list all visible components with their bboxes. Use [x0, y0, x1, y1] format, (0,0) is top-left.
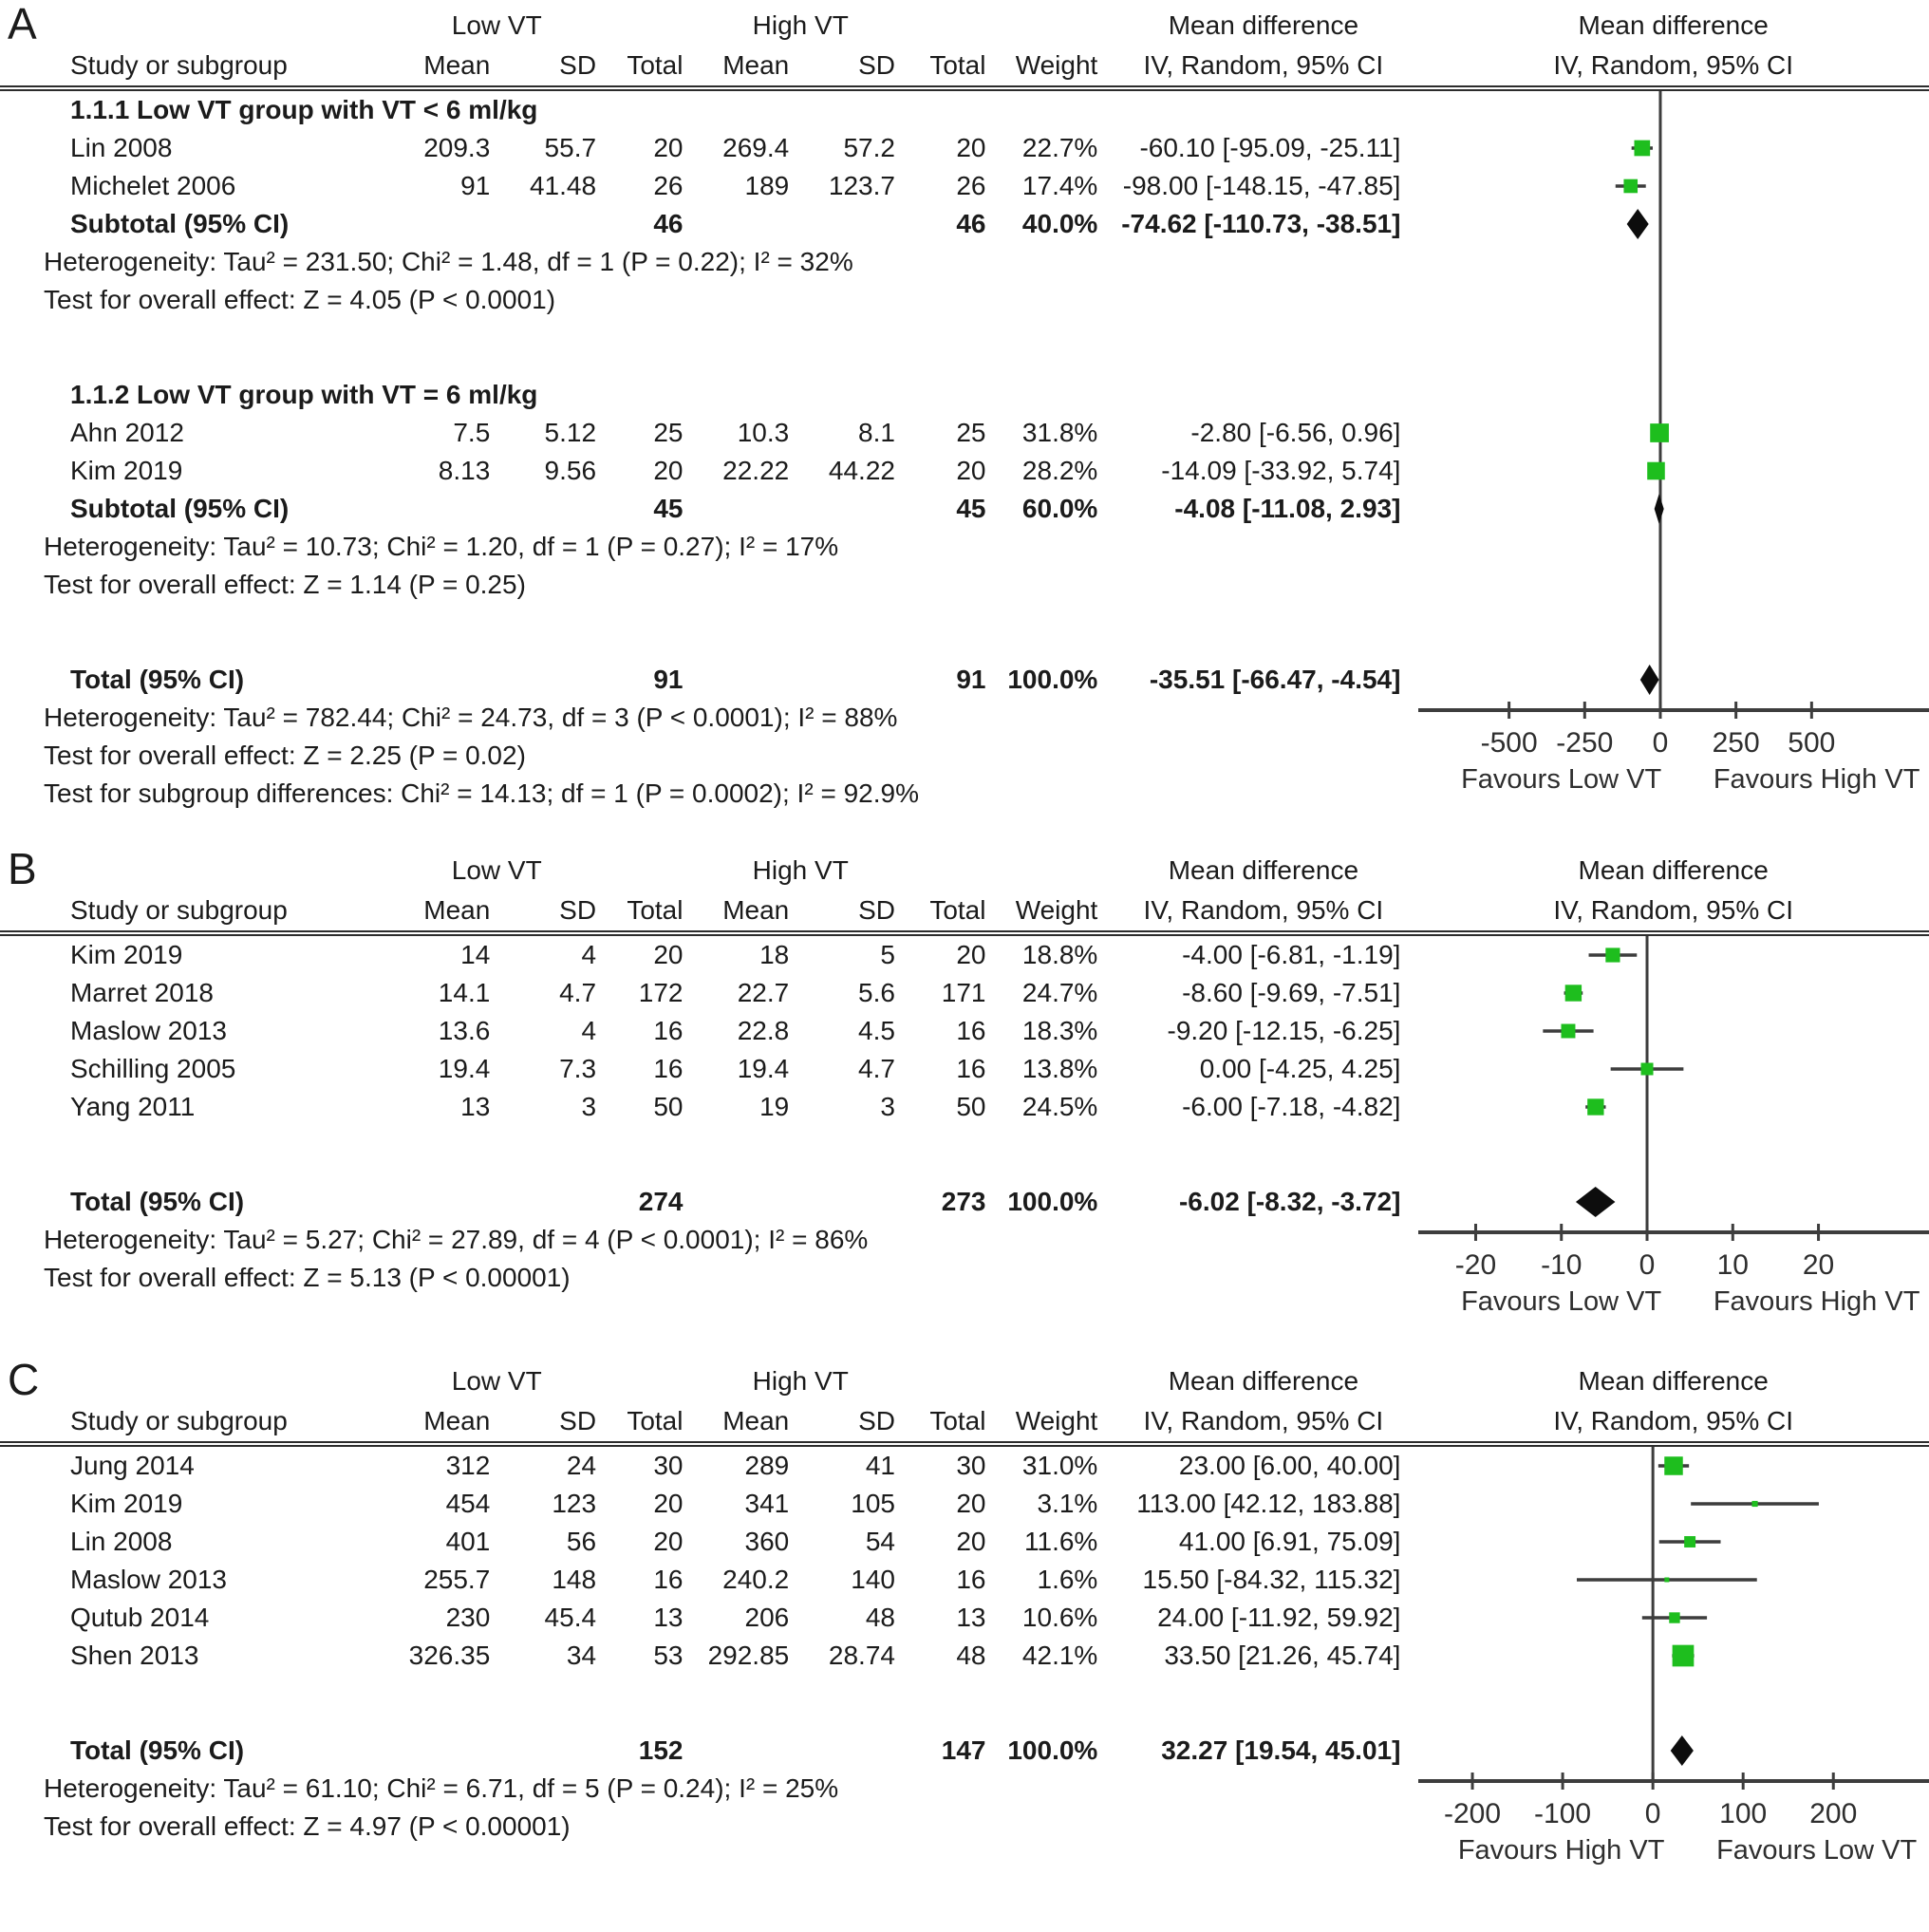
ci-value: 23.00 [6.00, 40.00] [1178, 1451, 1401, 1480]
group1-header: Low VT [451, 10, 542, 40]
axis-tick-label: -500 [1480, 727, 1538, 759]
total2-value: 30 [956, 1451, 986, 1480]
total1-value: 25 [653, 418, 684, 447]
weight-value: 100.0% [1007, 1735, 1098, 1765]
group2-header: High VT [752, 1366, 849, 1396]
weight-value: 10.6% [1021, 1603, 1098, 1632]
group1-header: Low VT [451, 1366, 542, 1396]
panel-a-body [0, 91, 1929, 813]
study-marker [1650, 423, 1669, 442]
sd2-value: 4.7 [858, 1054, 895, 1083]
mean2-value [694, 1732, 800, 1770]
panel-c [0, 1355, 1929, 1872]
col-sd2: SD [858, 1406, 895, 1435]
mean2-value: 341 [744, 1489, 790, 1518]
total2-value: 20 [956, 456, 986, 485]
weight-value: 31.8% [1021, 418, 1098, 447]
sd1-value: 4.7 [559, 978, 597, 1007]
col-sd1: SD [559, 50, 597, 80]
section-title: 1.1.1 Low VT group with VT < 6 ml/kg [70, 95, 538, 124]
sd1-value [501, 490, 608, 528]
axis-tick-label: 0 [1652, 727, 1668, 759]
axis-tick-label: 0 [1644, 1798, 1660, 1829]
study-marker [1564, 985, 1581, 1001]
effect-header-plot: Mean difference [1578, 10, 1769, 40]
study-marker [1623, 179, 1638, 194]
mean1-value: 7.5 [453, 418, 491, 447]
total2-value: 50 [956, 1092, 986, 1121]
col-mean1: Mean [423, 895, 491, 925]
ci-value: 24.00 [-11.92, 59.92] [1157, 1603, 1401, 1632]
total1-value: 152 [638, 1735, 684, 1765]
sd2-value [800, 205, 907, 243]
favours-right-label: Favours Low VT [1715, 1835, 1917, 1866]
sd2-value: 41 [865, 1451, 895, 1480]
mean2-value: 292.85 [707, 1641, 790, 1670]
axis-tick-label: 100 [1718, 1798, 1767, 1829]
sd1-value [501, 1183, 608, 1221]
ci-value: 15.50 [-84.32, 115.32] [1142, 1565, 1401, 1594]
total1-value: 45 [653, 494, 684, 523]
total2-value: 48 [956, 1641, 986, 1670]
col-sd2: SD [858, 50, 895, 80]
col-method-table: IV, Random, 95% CI [1143, 895, 1384, 925]
weight-value: 1.6% [1037, 1565, 1098, 1594]
study-marker [1605, 947, 1620, 962]
ci-value: -60.10 [-95.09, -25.11] [1139, 133, 1401, 162]
col-total2: Total [929, 1406, 986, 1435]
stats-note: Heterogeneity: Tau² = 231.50; Chi² = 1.48, df = 1 (P = 0.22); I² = 32% [44, 247, 853, 276]
mean2-value [694, 1183, 800, 1221]
col-total2: Total [929, 50, 986, 80]
total2-value: 45 [956, 494, 986, 523]
study-label: Subtotal (95% CI) [70, 209, 290, 238]
mean2-value: 360 [744, 1527, 790, 1556]
study-marker [1587, 1098, 1603, 1115]
total1-value: 30 [653, 1451, 684, 1480]
study-label: Lin 2008 [70, 1527, 173, 1556]
stats-note: Test for overall effect: Z = 1.14 (P = 0.25) [44, 570, 526, 599]
study-label: Lin 2008 [70, 133, 173, 162]
total1-value: 20 [653, 1489, 684, 1518]
col-method-plot: IV, Random, 95% CI [1553, 1406, 1793, 1435]
study-label: Shen 2013 [70, 1641, 199, 1670]
ci-value: 32.27 [19.54, 45.01] [1161, 1735, 1401, 1765]
study-label: Subtotal (95% CI) [70, 494, 290, 523]
effect-header-table: Mean difference [1168, 10, 1359, 40]
axis-tick-label: 0 [1639, 1249, 1655, 1281]
study-marker [1647, 462, 1665, 480]
summary-diamond [1670, 1735, 1693, 1766]
col-study: Study or subgroup [70, 895, 288, 925]
section-title: 1.1.2 Low VT group with VT = 6 ml/kg [70, 380, 538, 409]
col-study: Study or subgroup [70, 50, 288, 80]
stats-note: Heterogeneity: Tau² = 782.44; Chi² = 24.73, df = 3 (P < 0.0001); I² = 88% [44, 703, 898, 732]
study-label: Maslow 2013 [70, 1016, 227, 1045]
group2-header: High VT [752, 10, 849, 40]
total2-value: 20 [956, 1489, 986, 1518]
mean2-value: 22.22 [722, 456, 790, 485]
study-label: Schilling 2005 [70, 1054, 236, 1083]
ci-value: -35.51 [-66.47, -4.54] [1149, 665, 1401, 694]
col-sd1: SD [559, 895, 597, 925]
column-header-row [0, 891, 1929, 930]
axis-tick-label: 200 [1808, 1798, 1857, 1829]
col-weight: Weight [1015, 1406, 1098, 1435]
panel-a [0, 0, 1929, 813]
col-mean2: Mean [722, 1406, 790, 1435]
weight-value: 18.8% [1021, 940, 1098, 969]
mean1-value [385, 1732, 501, 1770]
study-marker [1684, 1536, 1695, 1547]
effect-header-plot: Mean difference [1578, 855, 1769, 885]
study-label: Maslow 2013 [70, 1565, 227, 1594]
col-mean1: Mean [423, 1406, 491, 1435]
mean1-value: 19.4 [438, 1054, 491, 1083]
total1-value: 172 [638, 978, 684, 1007]
col-mean1: Mean [423, 50, 491, 80]
col-total1: Total [627, 895, 684, 925]
sd2-value: 28.74 [828, 1641, 895, 1670]
study-marker [1669, 1612, 1679, 1623]
total2-value: 91 [956, 665, 986, 694]
weight-value: 17.4% [1021, 171, 1098, 200]
mean1-value: 401 [445, 1527, 491, 1556]
col-weight: Weight [1015, 50, 1098, 80]
col-method-table: IV, Random, 95% CI [1143, 50, 1384, 80]
sd1-value: 41.48 [529, 171, 597, 200]
total1-value: 16 [653, 1565, 684, 1594]
effect-header-plot: Mean difference [1578, 1366, 1769, 1396]
total2-value: 46 [956, 209, 986, 238]
total2-value: 16 [956, 1565, 986, 1594]
ci-value: -6.00 [-7.18, -4.82] [1182, 1092, 1401, 1121]
ci-value: -6.02 [-8.32, -3.72] [1178, 1187, 1401, 1216]
group2-header: High VT [752, 855, 849, 885]
ci-value: 113.00 [42.12, 183.88] [1136, 1489, 1401, 1518]
mean2-value: 269.4 [722, 133, 790, 162]
stats-note: Heterogeneity: Tau² = 61.10; Chi² = 6.71, df = 5 (P = 0.24); I² = 25% [44, 1773, 839, 1803]
total1-value: 91 [653, 665, 684, 694]
sd2-value [800, 490, 907, 528]
total2-value: 171 [941, 978, 986, 1007]
total2-value: 16 [956, 1054, 986, 1083]
sd2-value: 54 [865, 1527, 895, 1556]
sd2-value [800, 1732, 907, 1770]
sd2-value [800, 661, 907, 699]
mean1-value: 209.3 [423, 133, 491, 162]
mean2-value: 19.4 [737, 1054, 790, 1083]
sd1-value: 4 [581, 1016, 597, 1045]
stats-note: Heterogeneity: Tau² = 5.27; Chi² = 27.89, df = 4 (P < 0.0001); I² = 86% [44, 1225, 869, 1254]
col-mean2: Mean [722, 895, 790, 925]
sd2-value: 5.6 [858, 978, 895, 1007]
axis-tick-label: -250 [1555, 727, 1613, 759]
ci-value: -14.09 [-33.92, 5.74] [1161, 456, 1401, 485]
axis-tick-label: 250 [1712, 727, 1760, 759]
weight-value: 100.0% [1007, 1187, 1098, 1216]
sd1-value: 4 [581, 940, 597, 969]
stats-note: Test for subgroup differences: Chi² = 14.13; df = 1 (P = 0.0002); I² = 92.9% [44, 778, 919, 808]
column-header-row [0, 46, 1929, 85]
total1-value: 20 [653, 1527, 684, 1556]
ci-value: -98.00 [-148.15, -47.85] [1122, 171, 1401, 200]
ci-value: -9.20 [-12.15, -6.25] [1167, 1016, 1401, 1045]
weight-value: 40.0% [1021, 209, 1098, 238]
ci-value: -74.62 [-110.73, -38.51] [1121, 209, 1401, 238]
total1-value: 20 [653, 133, 684, 162]
mean1-value: 13.6 [438, 1016, 491, 1045]
weight-value: 18.3% [1021, 1016, 1098, 1045]
study-label: Total (95% CI) [70, 665, 245, 694]
sd1-value: 55.7 [544, 133, 597, 162]
sd1-value: 9.56 [544, 456, 597, 485]
stats-note: Test for overall effect: Z = 4.97 (P < 0.00001) [44, 1811, 571, 1841]
sd1-value: 45.4 [544, 1603, 597, 1632]
favours-right-label: Favours High VT [1713, 764, 1920, 795]
weight-value: 24.5% [1021, 1092, 1098, 1121]
axis-tick-label: 20 [1802, 1249, 1834, 1281]
group1-header: Low VT [451, 855, 542, 885]
group-header-row [0, 6, 1929, 46]
sd1-value [501, 661, 608, 699]
favours-left-label: Favours High VT [1457, 1835, 1664, 1866]
sd1-value [501, 1732, 608, 1770]
weight-value: 13.8% [1021, 1054, 1098, 1083]
mean2-value: 19 [759, 1092, 790, 1121]
weight-value: 42.1% [1021, 1641, 1098, 1670]
study-label: Ahn 2012 [70, 418, 184, 447]
sd1-value: 56 [566, 1527, 597, 1556]
total2-value: 20 [956, 940, 986, 969]
mean1-value: 230 [445, 1603, 491, 1632]
mean2-value: 10.3 [737, 418, 790, 447]
mean1-value: 14.1 [438, 978, 491, 1007]
total1-value: 16 [653, 1054, 684, 1083]
weight-value: 60.0% [1021, 494, 1098, 523]
sd2-value: 8.1 [858, 418, 895, 447]
weight-value: 11.6% [1024, 1527, 1098, 1556]
sd1-value: 148 [552, 1565, 597, 1594]
sd2-value: 3 [880, 1092, 895, 1121]
sd2-value: 4.5 [858, 1016, 895, 1045]
mean1-value: 312 [445, 1451, 491, 1480]
total1-value: 50 [653, 1092, 684, 1121]
study-label: Total (95% CI) [70, 1187, 245, 1216]
favours-left-label: Favours Low VT [1460, 764, 1661, 795]
total2-value: 25 [956, 418, 986, 447]
ci-value: -4.00 [-6.81, -1.19] [1182, 940, 1401, 969]
study-marker [1664, 1578, 1669, 1583]
study-marker [1634, 141, 1650, 157]
col-mean2: Mean [722, 50, 790, 80]
forest-plot-svg [1418, 1447, 1929, 1872]
total1-value: 274 [638, 1187, 684, 1216]
axis-tick-label: 500 [1787, 727, 1835, 759]
sd1-value: 123 [552, 1489, 597, 1518]
stats-note: Test for overall effect: Z = 4.05 (P < 0.0001) [44, 285, 556, 314]
mean1-value: 255.7 [423, 1565, 491, 1594]
mean2-value [694, 205, 800, 243]
sd2-value: 57.2 [843, 133, 895, 162]
summary-diamond [1575, 1187, 1615, 1217]
mean1-value: 8.13 [438, 456, 491, 485]
forest-plot-area [1418, 91, 1929, 813]
total1-value: 53 [653, 1641, 684, 1670]
col-method-plot: IV, Random, 95% CI [1553, 50, 1793, 80]
total1-value: 20 [653, 456, 684, 485]
weight-value: 28.2% [1021, 456, 1098, 485]
study-label: Kim 2019 [70, 456, 183, 485]
study-marker [1561, 1024, 1575, 1039]
mean2-value: 22.7 [737, 978, 790, 1007]
panel-b-label: B [8, 844, 37, 893]
axis-tick-label: 10 [1716, 1249, 1749, 1281]
group-header-row [0, 1361, 1929, 1401]
mean2-value [694, 490, 800, 528]
ci-value: 41.00 [6.91, 75.09] [1178, 1527, 1401, 1556]
mean2-value: 240.2 [722, 1565, 790, 1594]
mean1-value: 454 [445, 1489, 491, 1518]
total1-value: 20 [653, 940, 684, 969]
study-marker [1640, 1062, 1653, 1075]
study-marker [1672, 1645, 1694, 1667]
sd2-value: 48 [865, 1603, 895, 1632]
mean2-value: 206 [744, 1603, 790, 1632]
col-weight: Weight [1015, 895, 1098, 925]
study-label: Michelet 2006 [70, 171, 236, 200]
total1-value: 13 [653, 1603, 684, 1632]
summary-diamond [1654, 494, 1663, 524]
study-label: Total (95% CI) [70, 1735, 245, 1765]
study-label: Kim 2019 [70, 1489, 183, 1518]
favours-right-label: Favours High VT [1713, 1286, 1920, 1317]
study-label: Qutub 2014 [70, 1603, 210, 1632]
summary-diamond [1639, 665, 1658, 695]
study-marker [1751, 1501, 1757, 1507]
sd2-value: 44.22 [828, 456, 895, 485]
favours-left-label: Favours Low VT [1460, 1286, 1661, 1317]
total1-value: 46 [653, 209, 684, 238]
ci-value: 0.00 [-4.25, 4.25] [1199, 1054, 1401, 1083]
mean1-value: 326.35 [408, 1641, 491, 1670]
panel-b [0, 844, 1929, 1323]
study-label: Marret 2018 [70, 978, 214, 1007]
stats-note: Heterogeneity: Tau² = 10.73; Chi² = 1.20, df = 1 (P = 0.27); I² = 17% [44, 532, 839, 561]
panel-b-body [0, 936, 1929, 1323]
mean1-value [385, 1183, 501, 1221]
sd1-value: 24 [566, 1451, 597, 1480]
mean1-value: 14 [460, 940, 491, 969]
forest-plot-svg [1418, 91, 1929, 813]
total2-value: 20 [956, 133, 986, 162]
mean2-value: 22.8 [737, 1016, 790, 1045]
mean1-value [385, 661, 501, 699]
sd1-value: 3 [581, 1092, 597, 1121]
sd2-value [800, 1183, 907, 1221]
study-label: Kim 2019 [70, 940, 183, 969]
stats-note: Test for overall effect: Z = 2.25 (P = 0.02) [44, 741, 526, 770]
mean2-value: 189 [744, 171, 790, 200]
mean2-value: 18 [759, 940, 790, 969]
sd2-value: 123.7 [828, 171, 895, 200]
col-sd1: SD [559, 1406, 597, 1435]
total2-value: 273 [941, 1187, 986, 1216]
axis-tick-label: -200 [1443, 1798, 1501, 1829]
weight-value: 24.7% [1021, 978, 1098, 1007]
col-study: Study or subgroup [70, 1406, 288, 1435]
panel-a-label: A [8, 0, 37, 48]
mean1-value: 91 [460, 171, 491, 200]
mean2-value [694, 661, 800, 699]
stats-note: Test for overall effect: Z = 5.13 (P < 0.00001) [44, 1263, 571, 1292]
column-header-row [0, 1401, 1929, 1441]
ci-value: -2.80 [-6.56, 0.96] [1190, 418, 1401, 447]
col-method-plot: IV, Random, 95% CI [1553, 895, 1793, 925]
weight-value: 31.0% [1021, 1451, 1098, 1480]
mean1-value [385, 490, 501, 528]
col-total1: Total [627, 50, 684, 80]
forest-plot-svg [1418, 936, 1929, 1323]
weight-value: 22.7% [1021, 133, 1098, 162]
ci-value: 33.50 [21.26, 45.74] [1164, 1641, 1401, 1670]
total1-value: 26 [653, 171, 684, 200]
total2-value: 13 [956, 1603, 986, 1632]
mean1-value: 13 [460, 1092, 491, 1121]
ci-value: -8.60 [-9.69, -7.51] [1182, 978, 1401, 1007]
weight-value: 3.1% [1037, 1489, 1098, 1518]
sd1-value [501, 205, 608, 243]
axis-tick-label: -20 [1454, 1249, 1496, 1281]
sd2-value: 140 [851, 1565, 895, 1594]
study-label: Yang 2011 [70, 1092, 196, 1121]
study-label: Jung 2014 [70, 1451, 195, 1480]
weight-value: 100.0% [1007, 665, 1098, 694]
ci-value: -4.08 [-11.08, 2.93] [1174, 494, 1401, 523]
effect-header-table: Mean difference [1168, 1366, 1359, 1396]
total2-value: 147 [941, 1735, 986, 1765]
sd2-value: 5 [880, 940, 895, 969]
sd1-value: 34 [566, 1641, 597, 1670]
panel-c-label: C [8, 1355, 40, 1404]
forest-plot-area [1418, 936, 1929, 1323]
col-total1: Total [627, 1406, 684, 1435]
total1-value: 16 [653, 1016, 684, 1045]
forest-plot-area [1418, 1447, 1929, 1872]
total2-value: 16 [956, 1016, 986, 1045]
col-sd2: SD [858, 895, 895, 925]
axis-tick-label: -100 [1533, 1798, 1591, 1829]
group-header-row [0, 851, 1929, 891]
summary-diamond [1626, 209, 1648, 239]
effect-header-table: Mean difference [1168, 855, 1359, 885]
mean2-value: 289 [744, 1451, 790, 1480]
mean1-value [385, 205, 501, 243]
col-total2: Total [929, 895, 986, 925]
sd1-value: 7.3 [559, 1054, 597, 1083]
study-marker [1664, 1456, 1682, 1474]
axis-tick-label: -10 [1540, 1249, 1582, 1281]
total2-value: 26 [956, 171, 986, 200]
col-method-table: IV, Random, 95% CI [1143, 1406, 1384, 1435]
sd1-value: 5.12 [544, 418, 597, 447]
panel-c-body [0, 1447, 1929, 1872]
total2-value: 20 [956, 1527, 986, 1556]
sd2-value: 105 [851, 1489, 895, 1518]
